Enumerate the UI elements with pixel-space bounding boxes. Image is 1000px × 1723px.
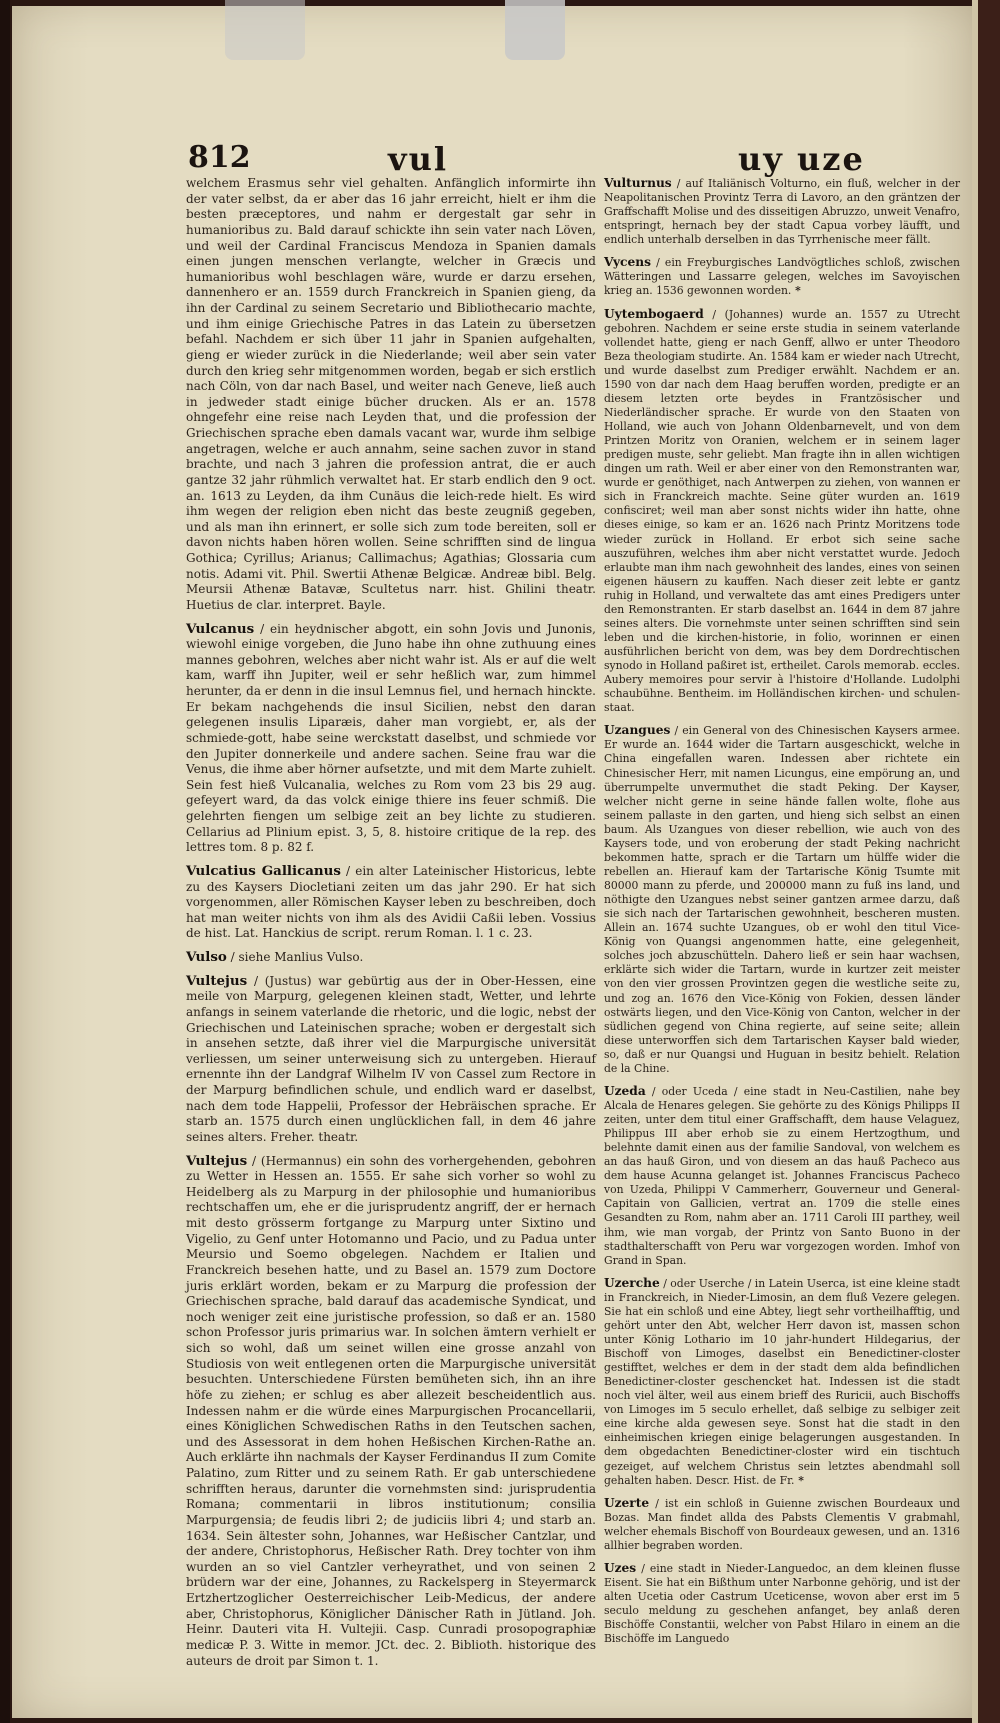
entry-star-mark: * bbox=[794, 1473, 804, 1487]
entry-headword: Vulturnus bbox=[604, 176, 672, 190]
entry-headword: Vycens bbox=[604, 255, 651, 270]
entry-headword: Uzes bbox=[604, 1560, 637, 1575]
left-column bbox=[186, 176, 596, 1677]
entry-headword: Vulcatius Gallicanus bbox=[186, 862, 341, 879]
entry-headword: Uzerte bbox=[604, 1495, 650, 1510]
dictionary-entry bbox=[604, 723, 960, 1076]
dictionary-entry bbox=[604, 1496, 960, 1553]
dictionary-entry bbox=[186, 622, 596, 856]
entry-text: / auf Italiänisch Volturno, ein fluß, welcher in der Neapolitanischen Provintz Terra di Lavoro, an den gräntzen der Graffschafft Molise und des disseitigen Abruzzo, unweit Venafro, entspringt, hernach bey der stadt Capua vorbey läufft, und endlich unterhalb derselben in das Tyrrhenische meer fällt. bbox=[604, 177, 960, 247]
entry-headword: Uzeda bbox=[604, 1083, 646, 1098]
binding-shadow-left bbox=[0, 0, 10, 1723]
dictionary-entry bbox=[186, 974, 596, 1146]
entry-headword: Uytembogaerd bbox=[604, 306, 704, 321]
right-column bbox=[604, 176, 960, 1654]
dictionary-entry bbox=[604, 255, 960, 298]
entry-headword: Uzangues bbox=[604, 723, 671, 738]
dictionary-entry bbox=[604, 1084, 960, 1268]
entry-text: welchem Erasmus sehr viel gehalten. Anfänglich informirte ihn der vater selbst, da er aber das 16 jahr erreicht, hielt er ihm die besten præceptores, und nahm er dergestalt gar sehr in humanioribus zu. Bald darauf schickte ihn sein vater nach Löven, und weil der Cardinal Franciscus Mendoza in Spanien damals einen jungen menschen verlangte, welcher in Græcis und humanioribus wohl beschlagen wäre, wurde er darzu ersehen, dannenhero er an. 1559 durch Franckreich in Spanien gieng, da ihn der Cardinal zu seinem Secretario und Bibliothecario machte, und ihm einige Griechische Patres in das Latein zu übersetzen befahl. Nachdem er sich über 11 jahr in Spanien aufgehalten, gieng er wieder zurück in die Niederlande; weil aber sein vater durch den krieg sehr mitgenommen worden, begab er sich erstlich nach Cöln, von dar nach Basel, und weiter nach Geneve, ließ auch in jedweder stadt einige bücher drucken. Als er an. 1578 ohngefehr eine reise nach Leyden that, und die profession der Griechischen sprache eben damals vacant war, wurde ihm selbige angetragen, welche er auch annahm, seine sachen zuvor in stand brachte, und nach 3 jahren die profession antrat, die er auch gantze 32 jahr rühmlich verwaltet hat. Er starb endlich den 9 oct. an. 1613 zu Leyden, da ihm Cunäus die leich-rede hielt. Es wird ihm wegen der religion eben nicht das beste zeugniß gegeben, und als man ihn erinnert, er solle sich zum tode bereiten, soll er davon nichts haben hören wollen. Seine schrifften sind de lingua Gothica; Cyrillus; Arianus; Callimachus; Agathias; Glossaria cum notis. Adami vit. Phil. Swertii Athenæ Belgicæ. Andreæ bibl. Belg. Meursii Athenæ Batavæ, Scultetus narr. hist. Ghilini theatr. Huetius de clar. interpret. Bayle. bbox=[186, 176, 596, 612]
page-number: 812 bbox=[188, 140, 251, 175]
dictionary-entry bbox=[186, 176, 596, 614]
entry-headword: Vultejus bbox=[186, 972, 248, 989]
entry-headword: Vulso bbox=[186, 949, 227, 965]
dictionary-entry bbox=[186, 1154, 596, 1670]
dictionary-entry bbox=[604, 307, 960, 716]
entry-text: / oder Uceda / eine stadt in Neu-Castilien, nahe bey Alcala de Henares gelegen. Sie gehörte zu des Königs Philipps II zeiten, unter dem titul einer Graffschafft, dem hause Velaguez, Philippus III aber erhob sie zu einem Hertzogthum, und belehnte damit einen aus der familie Sandoval, von welchem es an das hauß Giron, und von diesem an das hauß Pacheco aus dem hause Acunna gelanget ist. Johannes Franciscus Pacheco von Uzeda, Philippi V Cammerherr, Gouverneur und General-Capitain von Gallicien, vertrat an. 1709 die stelle eines Gesandten zu Rom, nahm aber an. 1711 Caroli III parthey, weil ihm, wie man vorgab, der Printz von Santo Buono in der stadthalterschafft von Peru war vorgezogen worden. Imhof von Grand in Span. bbox=[604, 1084, 960, 1267]
entry-headword: Vultejus bbox=[186, 1152, 248, 1169]
entry-text: / ein heydnischer abgott, ein sohn Jovis und Junonis, wiewohl einige vorgeben, die Juno habe ihn ohne zuthuung eines mannes gebohren, welches aber nicht wahr ist. Als er auf die welt kam, warff ihn Jupiter, weil er sehr heßlich war, zum himmel herunter, da er denn in die insul Lemnus fiel, und hernach hinckte. Er bekam nachgehends die insul Sicilien, nebst den daran gelegenen insulis Liparæis, daher man vorgiebt, er, als der schmiede-gott, habe seine werckstatt daselbst, und schmiede vor den Jupiter donnerkeile und andere sachen. Seine frau war die Venus, die ihme aber hörner aufsetzte, und mit dem Marte zuhielt. Sein fest hieß Vulcanalia, welches zu Rom vom 23 bis 29 aug. gefeyert ward, da das volck einige thiere ins feuer schmiß. Die gelehrten fiengen um selbige zeit an bey lichte zu studieren. Cellarius ad Plinium epist. 3, 5, 8. histoire critique de la rep. des lettres tom. 8 p. 82 f. bbox=[186, 621, 596, 855]
clip-tab bbox=[505, 0, 565, 60]
left-running-head: vul bbox=[388, 140, 449, 178]
entry-text: / siehe Manlius Vulso. bbox=[230, 950, 364, 964]
entry-text: / ein alter Lateinischer Historicus, lebte zu des Kaysers Diocletiani zeiten um das jahr 290. Er hat sich vorgenommen, aller Römischen Kayser leben zu beschreiben, doch hat man weiter nichts von ihm als des Avidii Caßii leben. Vossius de hist. Lat. Hanckius de script. rerum Roman. l. 1 c. 23. bbox=[186, 863, 596, 941]
dictionary-entry bbox=[604, 176, 960, 247]
dictionary-entry bbox=[604, 1561, 960, 1646]
entry-headword: Uzerche bbox=[604, 1275, 660, 1290]
binding-right bbox=[978, 0, 1000, 1723]
entry-text: / eine stadt in Nieder-Languedoc, an dem kleinen flusse Eisent. Sie hat ein Bißthum unter Narbonne gehörig, und ist der alten Ucetia oder Castrum Uceticense, wovon aber erst im 5 seculo meldung zu geschehen anfanget, bey anlaß deren Bischöffe Constantii, welcher von Pabst Hilaro in einem an die Bischöffe im Languedo bbox=[604, 1561, 960, 1646]
entry-text: / (Johannes) wurde an. 1557 zu Utrecht gebohren. Nachdem er seine erste studia in seinem vaterlande vollendet hatte, gieng er nach Genff, allwo er unter Theodoro Beza theologiam studirte. An. 1584 kam er wieder nach Utrecht, und wurde daselbst zum Prediger erwählt. Nachdem er an. 1590 von dar nach dem Haag beruffen worden, predigte er an diesem letzten orte beydes in Frantzösischer und Niederländischer sprache. Er wurde von den Staaten von Holland, wie auch von Johann Oldenbarnevelt, und von dem Printzen Moritz von Oranien, welchem er in seinem lager predigen muste, sehr geliebt. Man fragte ihn in allen wichtigen dingen um rath. Weil er aber einer von den Remonstranten war, wurde er genöthiget, nach Antwerpen zu ziehen, von wannen er sich in Franckreich machte. Seine güter wurden an. 1619 confisciret; weil man aber sonst nichts wider ihn hatte, ohne dieses einige, so kam er an. 1626 nach Printz Moritzens tode wieder zurück in Holland. Er erbot sich seine sache auszuführen, welches ihm aber nicht verstattet wurde. Jedoch erlaubte man ihm nach gewohnheit des landes, eines von seinen eigenen häusern zu kauffen. Nach dieser zeit lebte er gantz ruhig in Holland, und verwaltete das amt eines Predigers unter den Remonstranten. Er starb daselbst an. 1644 in dem 87 jahre seines alters. Die vornehmste unter seinen schrifften sind sein leben und die kirchen-historie, in folio, worinnen er einen ausführlichen bericht von dem, was bey dem Dordrechtischen synodo in Holland paßiret ist, ertheilet. Carols memorab. eccles. Aubery memoires pour servir à l'histoire d'Hollande. Ludolphi schaubühne. Bentheim. im Holländischen kirchen- und schulen-staat. bbox=[604, 307, 961, 715]
right-running-head: uy uze bbox=[738, 140, 865, 178]
clip-tab-faint bbox=[225, 0, 305, 60]
entry-star-mark: * bbox=[791, 284, 801, 298]
entry-text: / ist ein schloß in Guienne zwischen Bourdeaux und Bozas. Man findet allda des Pabsts Clementis V grabmahl, welcher ehemals Bischoff von Bourdeaux gewesen, und an. 1316 allhier begraben worden. bbox=[604, 1496, 960, 1552]
dictionary-entry bbox=[186, 950, 596, 966]
entry-text: / (Justus) war gebürtig aus der in Ober-Hessen, eine meile von Marpurg, gelegenen kleinen stadt, Wetter, und lehrte anfangs in seinem vaterlande die rhetoric, und die logic, nebst der Griechischen und Lateinischen sprache; woben er dergestalt sich in ansehen setzte, daß ihrer viel die Marpurgische universität verliessen, um seiner unterweisung sich zu untergeben. Hierauf ernennte ihn der Landgraf Wilhelm IV von Cassel zum Rectore in der Marpurg befindlichen schule, und endlich ward er daselbst, nach dem tode Happelii, Professor der Hebräischen sprache. Er starb an. 1575 durch einen unglücklichen fall, in dem 46 jahre seines alters. Freher. theatr. bbox=[186, 973, 596, 1144]
entry-text: / ein Freyburgisches Landvögtliches schloß, zwischen Wätteringen und Lassarre gelegen, welches im Savoyischen krieg an. 1536 gewonnen worden. bbox=[604, 256, 960, 298]
dictionary-entry bbox=[186, 864, 596, 942]
entry-text: / (Hermannus) ein sohn des vorhergehenden, gebohren zu Wetter in Hessen an. 1555. Er sahe sich vorher so wohl zu Heidelberg als zu Marpurg in der philosophie und humanioribus rechtschaffen um, ehe er die jurisprudentz angriff, der er hernach mit desto grösserm fortgange zu Marpurg unter Sixtino und Vigelio, zu Genf unter Hotomanno und Pacio, und zu Padua unter Meursio und Soemo obgelegen. Nachdem er Italien und Franckreich besehen hatte, und zu Basel an. 1579 zum Doctore juris erklärt worden, bekam er zu Marpurg die profession der Griechischen sprache, bald darauf das academische Syndicat, und noch weniger zeit eine juristische profession, so daß er an. 1580 schon Professor juris primarius war. In solchen ämtern verhielt er sich so wohl, daß um seinet willen eine grosse anzahl von Studiosis von weit entlegenen orten die Marpurgische universität besuchten. Unterschiedene Fürsten bemüheten sich, ihn an ihre höfe zu ziehen; er schlug es aber allezeit bescheidentlich aus. Indessen nahm er die würde eines Marpurgischen Procancellarii, eines Königlichen Schwedischen Raths in den Teutschen sachen, und des Assessorat in dem hohen Heßischen Kirchen-Rathe an. Auch erklärte ihn nachmals der Kayser Ferdinandus II zum Comite Palatino, zum Ritter und zu seinem Rath. Er gab unterschiedene schrifften heraus, darunter die vornehmsten sind: jurisprudentia Romana; commentarii in libros institutionum; consilia Marpurgensia; de feudis libri 2; de judiciis libri 4; und starb an. 1634. Sein ältester sohn, Johannes, war Heßischer Cantzlar, und der andere, Christophorus, Heßischer Rath. Drey tochter von ihm wurden an so viel Cantzler verheyrathet, und von seinen 2 brüdern war der eine, Johannes, zu Rackelsperg in Steyermarck Ertzhertzoglicher Oesterreichischer Leib-Medicus, der andere aber, Christophorus, Königlicher Dänischer Rath in Jütland. Joh. Heinr. Dauteri vita H. Vultejii. Casp. Cunradi prosopographiæ medicæ P. 3. Witte in memor. JCt. dec. 2. Biblioth. historique des auteurs de droit par Simon t. 1. bbox=[186, 1153, 596, 1668]
entry-text: / ein General von des Chinesischen Kaysers armee. Er wurde an. 1644 wider die Tartarn ausgeschickt, welche in China eingefallen waren. Indessen aber richtete ein Chinesischer Herr, mit namen Licungus, eine empörung an, und überrumpelte unvermuthet die stadt Peking. Der Kayser, welcher nicht gerne in seine hände fallen wolte, flohe aus seinem pallaste in den garten, und hieng sich selbst an einen baum. Als Uzangues von dieser rebellion, wie auch von des Kaysers tode, und von eroberung der stadt Peking nachricht bekommen hatte, sprach er die Tartarn um hülffe wider die rebellen an. Hierauf kam der Tartarische König Tsumte mit 80000 mann zu pferde, und 200000 mann zu fuß ins land, und nöthigte den Uzangues nebst seiner gantzen armee darzu, daß sie sich nach der Tartarischen gewohnheit, bescheren musten. Allein an. 1674 suchte Uzangues, ob er wohl den titul Vice-König von Quangsi angenommen hatte, eine gelegenheit, solches joch abzuschütteln. Dahero ließ er sein haar wachsen, erklärte sich wider die Tartarn, wurde in kurtzer zeit meister von den vier grossen Provintzen gegen die westliche seite zu, und zog an. 1676 den Vice-König von Fokien, dessen länder ostwärts liegen, und den Vice-König von Canton, welcher in der südlichen gegend von China regierte, auf seine seite; allein diese unterworffen sich dem Tartarischen Kayser bald wieder, so, daß er nur Quangsi und Huguan in besitz behielt. Relation de la Chine. bbox=[604, 724, 961, 1075]
dictionary-entry bbox=[604, 1276, 960, 1488]
entry-headword: Vulcanus bbox=[186, 620, 255, 637]
entry-text: / oder Userche / in Latein Userca, ist eine kleine stadt in Franckreich, in Nieder-Limosin, an dem fluß Vezere gelegen. Sie hat ein schloß und eine Abtey, liegt sehr vortheilhafftig, und gehört unter den Abt, welcher Herr davon ist, massen schon unter König Lothario im 10 jahr-hundert Hildegarius, der Bischoff von Limoges, daselbst ein Benedictiner-closter gestifftet, welches er dem in der stadt dem alda befindlichen Benedictiner-closter geschencket hat. Indessen ist die stadt noch viel älter, weil aus einem brieff des Ruricii, auch Bischoffs von Limoges im 5 seculo erhellet, daß selbige zu selbiger zeit eine kirche alda gewesen seye. Sonst hat die stadt in den einheimischen kriegen einige belagerungen ausgestanden. In dem obgedachten Benedictiner-closter wird ein tischtuch gezeiget, auf welchem Christus sein letztes abendmahl soll gehalten haben. Descr. Hist. de Fr. bbox=[604, 1276, 960, 1487]
